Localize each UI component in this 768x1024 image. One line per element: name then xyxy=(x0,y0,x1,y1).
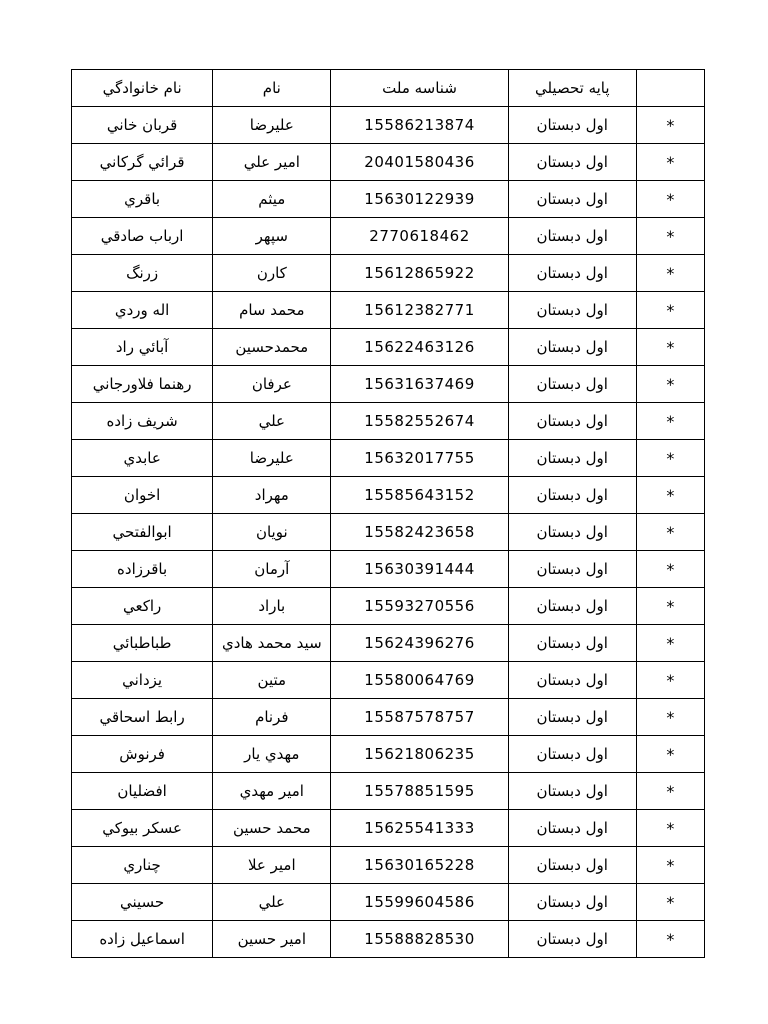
cell-first-name: سپهر xyxy=(213,218,331,255)
cell-first-name: فرنام xyxy=(213,699,331,736)
cell-first-name: عليرضا xyxy=(213,107,331,144)
table-row xyxy=(72,810,705,847)
cell-mark: * xyxy=(636,810,704,847)
header-grade: پايه تحصيلي xyxy=(508,70,636,107)
cell-grade: اول دبستان xyxy=(508,699,636,736)
cell-family-name: حسيني xyxy=(72,884,213,921)
cell-first-name: علي xyxy=(213,884,331,921)
cell-mark: * xyxy=(636,477,704,514)
cell-family-name: فرنوش xyxy=(72,736,213,773)
table-row xyxy=(72,329,705,366)
cell-first-name: محمد سام xyxy=(213,292,331,329)
cell-mark: * xyxy=(636,403,704,440)
cell-national-id: 15599604586 xyxy=(331,884,508,921)
cell-grade: اول دبستان xyxy=(508,773,636,810)
table-row xyxy=(72,403,705,440)
cell-national-id: 15630391444 xyxy=(331,551,508,588)
table-row xyxy=(72,551,705,588)
cell-first-name: آرمان xyxy=(213,551,331,588)
cell-grade: اول دبستان xyxy=(508,847,636,884)
cell-family-name: رابط اسحاقي xyxy=(72,699,213,736)
cell-first-name: مهدي يار xyxy=(213,736,331,773)
table-row xyxy=(72,773,705,810)
header-row xyxy=(72,70,705,107)
cell-national-id: 15631637469 xyxy=(331,366,508,403)
table-row xyxy=(72,255,705,292)
roster-body xyxy=(72,107,705,958)
cell-mark: * xyxy=(636,107,704,144)
cell-family-name: ابوالفتحي xyxy=(72,514,213,551)
cell-family-name: قرائي گركاني xyxy=(72,144,213,181)
cell-national-id: 15630122939 xyxy=(331,181,508,218)
table-row xyxy=(72,366,705,403)
cell-family-name: قربان خاني xyxy=(72,107,213,144)
cell-grade: اول دبستان xyxy=(508,366,636,403)
cell-family-name: رهنما فلاورجاني xyxy=(72,366,213,403)
cell-national-id: 15587578757 xyxy=(331,699,508,736)
table-row xyxy=(72,736,705,773)
cell-first-name: ميثم xyxy=(213,181,331,218)
cell-first-name: امير علي xyxy=(213,144,331,181)
cell-first-name: عليرضا xyxy=(213,440,331,477)
cell-mark: * xyxy=(636,329,704,366)
cell-national-id: 2770618462 xyxy=(331,218,508,255)
cell-national-id: 15624396276 xyxy=(331,625,508,662)
cell-family-name: اله وردي xyxy=(72,292,213,329)
cell-mark: * xyxy=(636,699,704,736)
cell-grade: اول دبستان xyxy=(508,255,636,292)
cell-first-name: نويان xyxy=(213,514,331,551)
cell-national-id: 15612382771 xyxy=(331,292,508,329)
cell-grade: اول دبستان xyxy=(508,477,636,514)
cell-national-id: 15578851595 xyxy=(331,773,508,810)
cell-family-name: اسماعيل زاده xyxy=(72,921,213,958)
cell-grade: اول دبستان xyxy=(508,921,636,958)
cell-first-name: علي xyxy=(213,403,331,440)
cell-mark: * xyxy=(636,773,704,810)
cell-family-name: آبائي راد xyxy=(72,329,213,366)
cell-national-id: 15582552674 xyxy=(331,403,508,440)
cell-family-name: باقري xyxy=(72,181,213,218)
cell-family-name: چناري xyxy=(72,847,213,884)
cell-first-name: محمدحسين xyxy=(213,329,331,366)
cell-mark: * xyxy=(636,366,704,403)
cell-grade: اول دبستان xyxy=(508,736,636,773)
cell-mark: * xyxy=(636,847,704,884)
cell-mark: * xyxy=(636,440,704,477)
cell-grade: اول دبستان xyxy=(508,181,636,218)
cell-grade: اول دبستان xyxy=(508,625,636,662)
header-family-name: نام خانوادگي xyxy=(72,70,213,107)
cell-national-id: 15582423658 xyxy=(331,514,508,551)
table-row xyxy=(72,662,705,699)
cell-family-name: افضليان xyxy=(72,773,213,810)
cell-grade: اول دبستان xyxy=(508,440,636,477)
cell-mark: * xyxy=(636,588,704,625)
cell-mark: * xyxy=(636,255,704,292)
cell-national-id: 20401580436 xyxy=(331,144,508,181)
cell-grade: اول دبستان xyxy=(508,292,636,329)
cell-grade: اول دبستان xyxy=(508,144,636,181)
cell-national-id: 15625541333 xyxy=(331,810,508,847)
cell-grade: اول دبستان xyxy=(508,329,636,366)
cell-mark: * xyxy=(636,218,704,255)
cell-grade: اول دبستان xyxy=(508,218,636,255)
cell-mark: * xyxy=(636,662,704,699)
cell-family-name: عابدي xyxy=(72,440,213,477)
cell-grade: اول دبستان xyxy=(508,884,636,921)
header-mark xyxy=(636,70,704,107)
cell-mark: * xyxy=(636,181,704,218)
cell-mark: * xyxy=(636,736,704,773)
cell-first-name: باراد xyxy=(213,588,331,625)
cell-mark: * xyxy=(636,884,704,921)
table-row xyxy=(72,144,705,181)
cell-national-id: 15593270556 xyxy=(331,588,508,625)
cell-national-id: 15632017755 xyxy=(331,440,508,477)
cell-mark: * xyxy=(636,551,704,588)
cell-first-name: مهراد xyxy=(213,477,331,514)
cell-first-name: سيد محمد هادي xyxy=(213,625,331,662)
table-row xyxy=(72,884,705,921)
cell-family-name: شريف زاده xyxy=(72,403,213,440)
table-row xyxy=(72,107,705,144)
cell-first-name: امير حسين xyxy=(213,921,331,958)
cell-national-id: 15612865922 xyxy=(331,255,508,292)
student-roster-table xyxy=(71,69,705,958)
cell-national-id: 15585643152 xyxy=(331,477,508,514)
cell-grade: اول دبستان xyxy=(508,107,636,144)
cell-national-id: 15586213874 xyxy=(331,107,508,144)
cell-family-name: اخوان xyxy=(72,477,213,514)
cell-family-name: طباطبائي xyxy=(72,625,213,662)
cell-family-name: باقرزاده xyxy=(72,551,213,588)
table-row xyxy=(72,588,705,625)
cell-national-id: 15580064769 xyxy=(331,662,508,699)
cell-mark: * xyxy=(636,144,704,181)
table-row xyxy=(72,625,705,662)
cell-first-name: امير علا xyxy=(213,847,331,884)
cell-grade: اول دبستان xyxy=(508,403,636,440)
cell-mark: * xyxy=(636,292,704,329)
cell-mark: * xyxy=(636,921,704,958)
cell-mark: * xyxy=(636,514,704,551)
table-row xyxy=(72,921,705,958)
header-first-name: نام xyxy=(213,70,331,107)
cell-grade: اول دبستان xyxy=(508,662,636,699)
cell-national-id: 15622463126 xyxy=(331,329,508,366)
cell-first-name: محمد حسين xyxy=(213,810,331,847)
table-row xyxy=(72,181,705,218)
cell-national-id: 15621806235 xyxy=(331,736,508,773)
cell-family-name: ارباب صادقي xyxy=(72,218,213,255)
cell-national-id: 15630165228 xyxy=(331,847,508,884)
table-row xyxy=(72,477,705,514)
cell-first-name: عرفان xyxy=(213,366,331,403)
cell-family-name: عسكر بيوكي xyxy=(72,810,213,847)
cell-first-name: كارن xyxy=(213,255,331,292)
header-national-id: شناسه ملت xyxy=(331,70,508,107)
cell-grade: اول دبستان xyxy=(508,551,636,588)
cell-mark: * xyxy=(636,625,704,662)
table-row xyxy=(72,292,705,329)
table-row xyxy=(72,440,705,477)
cell-family-name: راكعي xyxy=(72,588,213,625)
cell-grade: اول دبستان xyxy=(508,810,636,847)
table-row xyxy=(72,514,705,551)
cell-grade: اول دبستان xyxy=(508,588,636,625)
table-row xyxy=(72,847,705,884)
cell-grade: اول دبستان xyxy=(508,514,636,551)
cell-family-name: يزداني xyxy=(72,662,213,699)
cell-family-name: زرنگ xyxy=(72,255,213,292)
table-row xyxy=(72,699,705,736)
table-row xyxy=(72,218,705,255)
cell-first-name: امير مهدي xyxy=(213,773,331,810)
cell-first-name: متين xyxy=(213,662,331,699)
cell-national-id: 15588828530 xyxy=(331,921,508,958)
